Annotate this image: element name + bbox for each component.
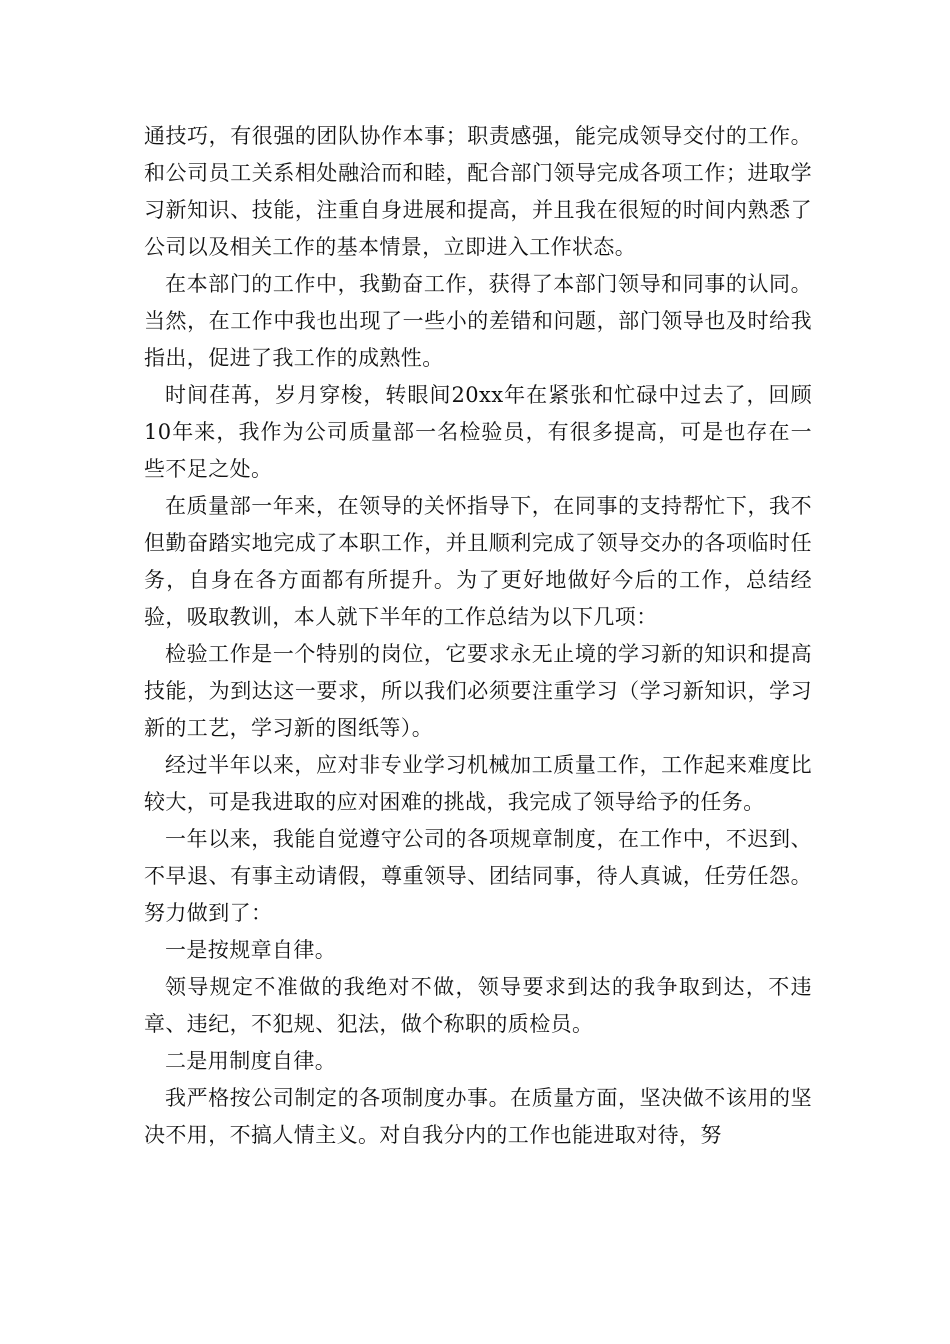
paragraph-heading: 一是按规章自律。: [165, 938, 337, 962]
paragraph: 经过半年以来，应对非专业学习机械加工质量工作，工作起来难度比较大，可是我进取的应对困难的挑战，我完成了领导给予的任务。: [144, 753, 812, 814]
paragraph: 时间荏苒，岁月穿梭，转眼间20xx年在紧张和忙碌中过去了，回顾10年来，我作为公司质量部一名检验员，有很多提高，可是也存在一些不足之处。: [144, 383, 812, 481]
paragraph: 在质量部一年来，在领导的关怀指导下，在同事的支持帮忙下，我不但勤奋踏实地完成了本职工作，并且顺利完成了领导交办的各项临时任务，自身在各方面都有所提升。为了更好地做好今后的工作，总结经验，吸取教训，本人就下半年的工作总结为以下几项：: [144, 494, 812, 629]
paragraph-heading: 二是用制度自律。: [165, 1049, 337, 1073]
paragraph: 我严格按公司制定的各项制度办事。在质量方面，坚决做不该用的坚决不用，不搞人情主义。对自我分内的工作也能进取对待，努: [144, 1086, 812, 1147]
paragraph: 在本部门的工作中，我勤奋工作，获得了本部门领导和同事的认同。当然，在工作中我也出现了一些小的差错和问题，部门领导也及时给我指出，促进了我工作的成熟性。: [144, 272, 812, 370]
paragraph: 检验工作是一个特别的岗位，它要求永无止境的学习新的知识和提高技能，为到达这一要求，所以我们必须要注重学习（学习新知识，学习新的工艺，学习新的图纸等）。: [144, 642, 812, 740]
document-body: [144, 118, 812, 1154]
paragraph: 一年以来，我能自觉遵守公司的各项规章制度，在工作中，不迟到、不早退、有事主动请假，尊重领导、团结同事，待人真诚，任劳任怨。努力做到了：: [144, 827, 812, 925]
paragraph-continuation: 通技巧，有很强的团队协作本事；职责感强，能完成领导交付的工作。和公司员工关系相处融洽而和睦，配合部门领导完成各项工作；进取学习新知识、技能，注重自身进展和提高，并且我在很短的时间内熟悉了公司以及相关工作的基本情景，立即进入工作状态。: [144, 124, 812, 259]
paragraph: 领导规定不准做的我绝对不做，领导要求到达的我争取到达，不违章、违纪，不犯规、犯法，做个称职的质检员。: [144, 975, 812, 1036]
